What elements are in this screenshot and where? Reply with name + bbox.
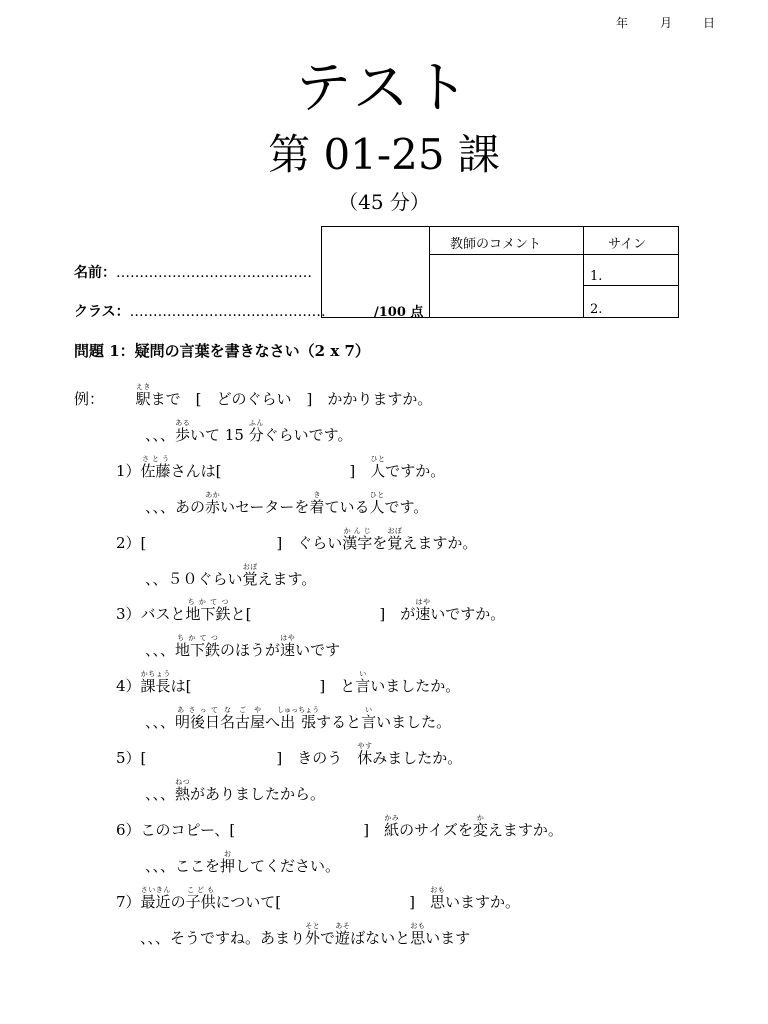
lesson-title: 第 01-25 課 bbox=[268, 130, 500, 179]
name-dots: …………………………………… bbox=[116, 265, 312, 281]
question-4: 4）課長かちょうは[ ] と言いいましたか。 bbox=[116, 670, 461, 695]
class-dots: …………………………………… bbox=[129, 304, 326, 320]
example-reply: 、、、歩あるいて 15 分ふんぐらいです。 bbox=[145, 419, 353, 444]
class-field[interactable] bbox=[74, 301, 326, 321]
question-3: 3）バスと地下鉄ちかてつと[ ] が速はやいですか。 bbox=[116, 598, 506, 623]
date-year-label: 年 bbox=[616, 16, 629, 30]
question-6: 6）このコピー、[ ] 紙かみのサイズを変かえますか。 bbox=[116, 814, 563, 839]
sign-1: 1. bbox=[590, 269, 603, 284]
question-2: 2）[ ] ぐらい漢字かんじを覚おぼえますか。 bbox=[116, 527, 478, 552]
answer-line-7: 、、、そうですね。あまり外そとで遊あそばないと思おもいます bbox=[140, 922, 471, 947]
class-label: クラス： bbox=[74, 304, 130, 320]
question-heading: 問題 1：疑問の言葉を書きなさい（2 x 7） bbox=[74, 342, 370, 360]
score-label: /100 点 bbox=[374, 305, 424, 320]
question-5: 5）[ ] きのう 休やすみましたか。 bbox=[116, 742, 463, 767]
time-limit: （45 分） bbox=[338, 190, 430, 214]
example-row: 例： 駅えきまで [ どのぐらい ] かかりますか。 bbox=[74, 383, 433, 408]
question-7: 7）最近さいきんの子供こどもについて[ ] 思おもいますか。 bbox=[116, 886, 521, 911]
page-title: テスト bbox=[295, 56, 473, 121]
name-label: 名前： bbox=[74, 265, 116, 281]
answer-line-4: 、、、明後日あさって名古屋なごやへ出張しゅっちょうすると言いいました。 bbox=[145, 706, 452, 731]
answer-line-6: 、、、ここを押おしてください。 bbox=[145, 850, 341, 875]
date-month-label: 月 bbox=[660, 16, 673, 30]
sign-2: 2. bbox=[590, 302, 603, 317]
example-answer: どのぐらい bbox=[216, 390, 292, 408]
answer-line-5: 、、、熱ねつがありましたから。 bbox=[145, 778, 326, 803]
name-field[interactable] bbox=[74, 262, 312, 282]
answer-line-2: 、、５０ぐらい覚おぼえます。 bbox=[145, 563, 317, 588]
answer-line-3: 、、、地下鉄ちかてつのほうが速はやいです bbox=[145, 634, 341, 659]
question-1: 1）佐藤さとうさんは[ ] 人ひとですか。 bbox=[116, 455, 446, 480]
sign-header: サイン bbox=[608, 237, 647, 252]
date-day-label: 日 bbox=[703, 16, 716, 30]
example-label: 例： bbox=[74, 390, 105, 408]
teacher-comment-header: 教師のコメント bbox=[450, 237, 542, 252]
grade-table bbox=[321, 226, 679, 318]
answer-line-1: 、、、あの赤あかいセーターを着きている人ひとです。 bbox=[145, 491, 429, 516]
